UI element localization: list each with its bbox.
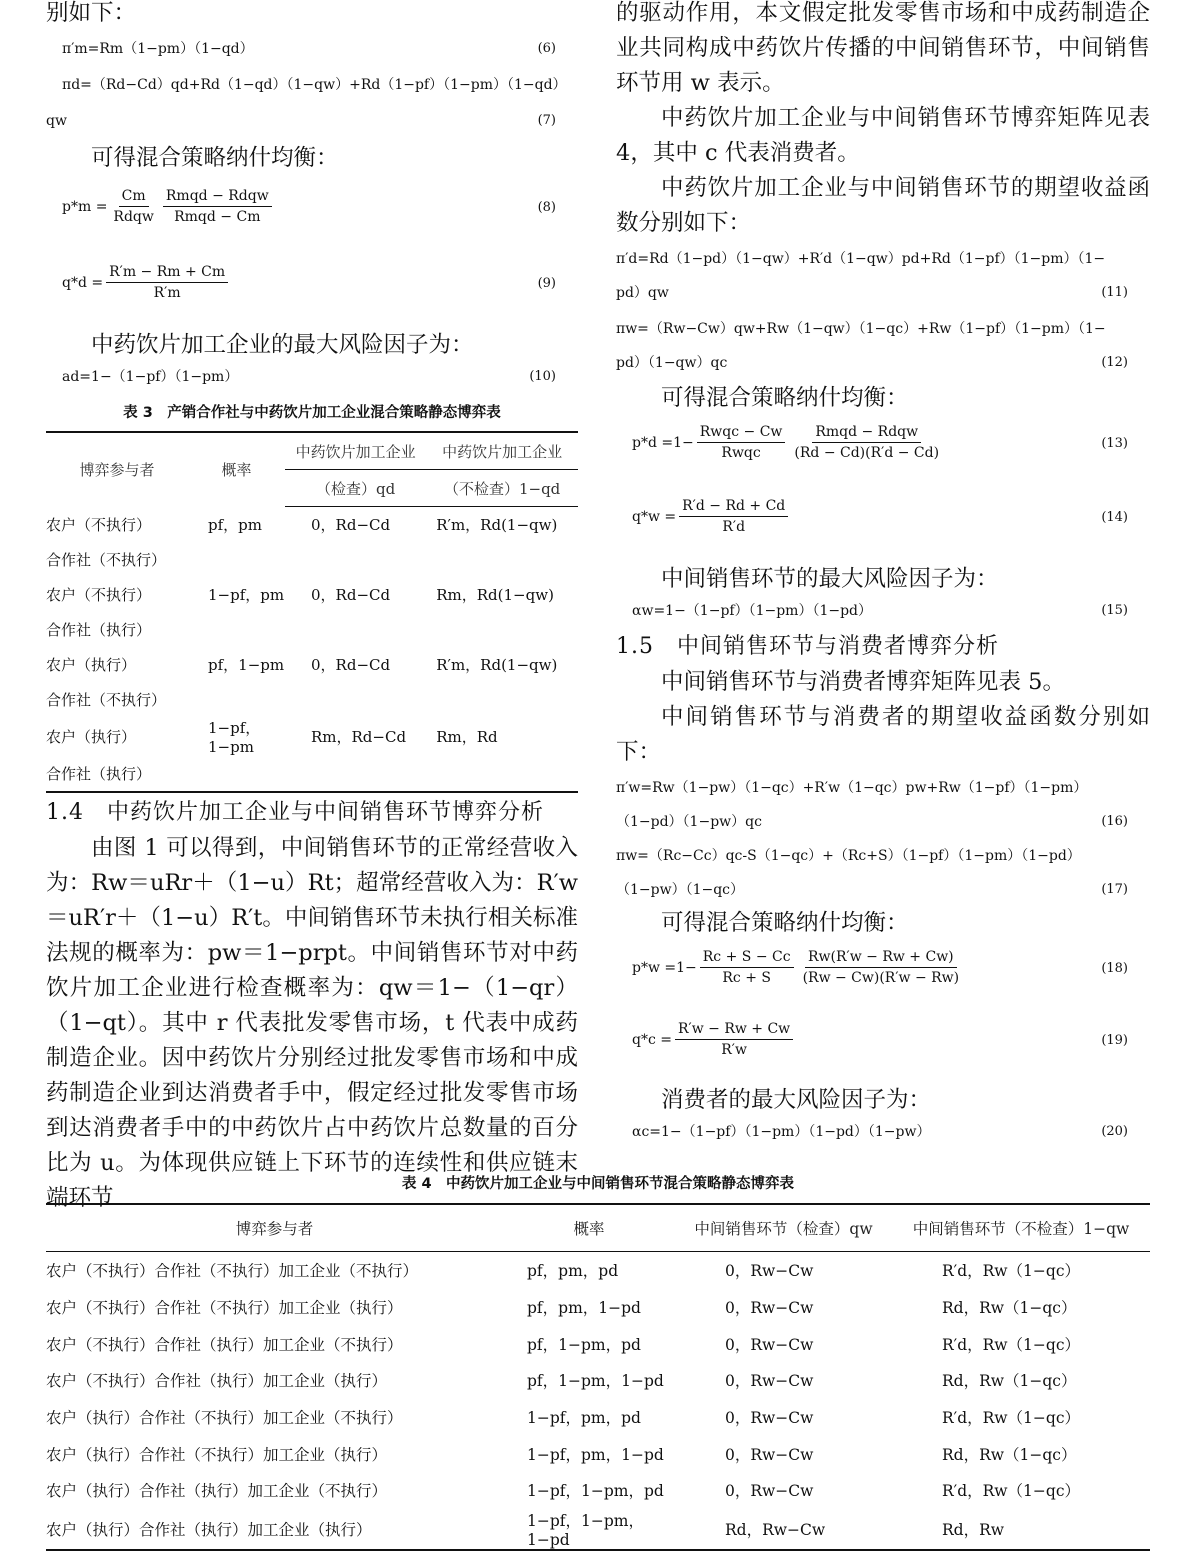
table-4-header-nocheck: 中间销售环节（不检查）1−qw — [912, 1220, 1130, 1238]
left-column — [46, 0, 578, 1216]
table-row — [46, 756, 578, 792]
table-row — [46, 612, 578, 647]
equation-12-number: (12) — [1101, 355, 1128, 370]
equation-13-frac1-num: Rwqc − Cw — [697, 424, 786, 443]
table-row — [46, 507, 578, 543]
equation-16-line2 — [616, 808, 1150, 836]
equation-14-num: R′d − Rd + Cd — [679, 498, 788, 517]
table-row — [46, 717, 578, 756]
equation-13-frac1-den: Rwqc — [721, 445, 761, 461]
table-3-cell-player-2: 合作社（执行） — [46, 765, 152, 783]
table-row — [46, 1399, 1150, 1436]
table-4-cell-prob: 1−pf，pm，pd — [527, 1409, 641, 1428]
equation-7-line2 — [46, 107, 578, 135]
equation-12-text: πw=（Rw−Cw）qw+Rw（1−qw）（1−qc）+Rw（1−pf）（1−pm）（1− — [616, 321, 1106, 337]
table-4-cell-nocheck: R′d，Rw（1−qc） — [942, 1409, 1081, 1428]
table-row — [46, 1509, 1150, 1550]
table-3-cell-player: 农户（不执行） — [46, 586, 152, 604]
table-row — [46, 682, 578, 717]
equation-17-line1 — [616, 842, 1150, 870]
table-row — [46, 542, 578, 577]
equation-14-lhs: q*w = — [632, 508, 677, 525]
table-row — [46, 1325, 1150, 1362]
table-row — [46, 1472, 1150, 1509]
table-4-cell-prob: pf，1−pm，1−pd — [527, 1372, 664, 1391]
table-3-cell-player: 农户（不执行） — [46, 515, 152, 534]
table-4-cell-check: 0，Rw−Cw — [725, 1335, 814, 1354]
table-4-cell-player: 农户（不执行）合作社（不执行）加工企业（不执行） — [46, 1262, 419, 1281]
right-cont-text: 的驱动作用，本文假定批发零售市场和中成药制造企业共同构成中药饮片传播的中间销售环节，中间销售环节用 w 表示。 — [616, 0, 1150, 96]
equation-18 — [616, 941, 1150, 1011]
table-4-cell-prob: 1−pf，pm，1−pd — [527, 1445, 664, 1464]
equation-8-number: (8) — [537, 200, 556, 215]
equation-16-cont: （1−pd）（1−pw）qc — [616, 814, 762, 830]
table-3-cell-nocheck: Rm，Rd — [436, 728, 498, 746]
table-4-cell-prob: pf，pm，1−pd — [527, 1299, 641, 1318]
table-4-cell-nocheck: R′d，Rw（1−qc） — [942, 1262, 1081, 1281]
equation-9-num: R′m − Rm + Cm — [106, 264, 228, 283]
table-4-cell-check: 0，Rw−Cw — [725, 1482, 814, 1501]
equation-12-line1 — [616, 315, 1150, 343]
table-4-cell-check: Rd，Rw−Cw — [725, 1520, 826, 1539]
equation-15 — [616, 597, 1150, 625]
nash-intro-3: 可得混合策略纳什均衡： — [661, 910, 909, 936]
equation-13-frac2-num: Rmqd − Rdqw — [812, 424, 921, 443]
equation-18-number: (18) — [1101, 961, 1128, 976]
section-1-4-heading: 1.4 中药饮片加工企业与中间销售环节博弈分析 — [46, 800, 544, 825]
equation-14 — [616, 490, 1150, 560]
equation-19-number: (19) — [1101, 1033, 1128, 1048]
equation-18-frac1-num: Rc + S − Cc — [700, 949, 794, 968]
equation-8-lhs: p*m = — [62, 198, 108, 215]
equation-17-cont: （1−pw）（1−qc） — [616, 882, 745, 898]
equation-13-number: (13) — [1101, 436, 1128, 451]
risk-w-intro: 中间销售环节的最大风险因子为： — [661, 566, 999, 592]
table-4-cell-nocheck: Rd，Rw（1−qc） — [942, 1299, 1077, 1318]
equation-19 — [616, 1013, 1150, 1083]
table-4-cell-check: 0，Rw−Cw — [725, 1262, 814, 1281]
equation-8-frac2-den: Rmqd − Cm — [174, 209, 261, 225]
equation-7-number: (7) — [537, 113, 556, 128]
table-4-cell-check: 0，Rw−Cw — [725, 1299, 814, 1318]
risk-intro: 中药饮片加工企业的最大风险因子为： — [91, 332, 474, 358]
equation-9 — [46, 256, 578, 326]
equation-8 — [46, 180, 578, 250]
equation-7-text: πd=（Rd−Cd）qd+Rd（1−qd）（1−qw）+Rd（1−pf）（1−pm）（1−qd） — [62, 77, 567, 93]
equation-15-text: αw=1−（1−pf）（1−pm）（1−pd） — [632, 603, 873, 619]
expect-intro-text: 中药饮片加工企业与中间销售环节的期望收益函数分别如下： — [616, 175, 1150, 236]
equation-11-line2 — [616, 279, 1150, 307]
table-3-cell-prob: 1−pf，pm — [208, 586, 285, 604]
intro-text: 别如下： — [46, 0, 137, 26]
equation-18-lhs: p*w =1− — [632, 959, 697, 976]
equation-14-number: (14) — [1101, 510, 1128, 525]
equation-17-text: πw=（Rc−Cc）qc-S（1−qc）+（Rc+S）（1−pf）（1−pm）（1−pd） — [616, 848, 1081, 864]
table-3-cell-nocheck: R′m，Rd(1−qw) — [436, 516, 558, 534]
table-4-cell-player: 农户（不执行）合作社（执行）加工企业（不执行） — [46, 1335, 403, 1354]
table-4-cell-player: 农户（执行）合作社（不执行）加工企业（不执行） — [46, 1409, 403, 1428]
table-3-cell-nocheck: R′m，Rd(1−qw) — [436, 656, 558, 674]
table-4-cell-prob: pf，pm，pd — [527, 1262, 619, 1281]
table-4-cell-check: 0，Rw−Cw — [725, 1445, 814, 1464]
table-4-cell-player: 农户（执行）合作社（执行）加工企业（不执行） — [46, 1482, 388, 1501]
equation-14-den: R′d — [722, 519, 746, 535]
section-1-4-body: 由图 1 可以得到，中间销售环节的正常经营收入为：Rw＝uRr＋（1−u）Rt；超常经营收入为：R′w＝uR′r＋（1−u）R′t。中间销售环节未执行相关标准法规的概率为：pw＝1−prpt。中间销售环节对中药饮片加工企业进行检查概率为：qw＝1−（1−qr）（1−qt）。其中 r 代表批发零售市场，t 代表中成药制造企业。因中药饮片分别经过批发零售市场和中成药制造企业到达消费者手中，假定经过批发零售市场到达消费者手中的中药饮片占中药饮片总数量的百分比为 u。为体现供应链上下环节的连续性和供应链末端环节 — [46, 835, 578, 1211]
table-4-header-player: 博弈参与者 — [235, 1220, 314, 1238]
table-3-cell-check: 0，Rd−Cd — [311, 586, 391, 604]
table-row — [46, 577, 578, 612]
equation-16-text: π′w=Rw（1−pw）（1−qc）+R′w（1−qc）pw+Rw（1−pf）（1−pm） — [616, 780, 1088, 796]
table-4-cell-nocheck: Rd，Rw（1−qc） — [942, 1372, 1077, 1391]
equation-13 — [616, 416, 1150, 486]
table-3-cell-prob: 1−pf，1−pm — [208, 719, 261, 756]
table-3-header-check-1: 中药饮片加工企业 — [295, 442, 416, 461]
table-4-cell-nocheck: Rd，Rw（1−qc） — [942, 1445, 1077, 1464]
equation-11-text: π′d=Rd（1−pd）（1−qw）+R′d（1−qw）pd+Rd（1−pf）（1−pm）（1− — [616, 251, 1106, 267]
table-4-header-prob: 概率 — [573, 1220, 605, 1238]
table-4-cell-prob: 1−pf，1−pm，1−pd — [527, 1511, 644, 1549]
table-3-cell-player-2: 合作社（不执行） — [46, 551, 167, 569]
table-3-header-nocheck-1: 中药饮片加工企业 — [442, 442, 563, 461]
equation-6 — [46, 35, 578, 63]
equation-18-frac2-num: Rw(R′w − Rw + Cw) — [805, 949, 957, 968]
equation-18-frac1-den: Rc + S — [722, 970, 771, 986]
table-3-header-prob: 概率 — [221, 461, 252, 480]
equation-12-line2 — [616, 349, 1150, 377]
table-3-header-nocheck-2: （不检查）1−qd — [426, 470, 578, 507]
table-3-header-player: 博弈参与者 — [79, 461, 155, 480]
equation-19-num: R′w − Rw + Cw — [675, 1021, 793, 1040]
table-4-cell-nocheck: R′d，Rw（1−qc） — [942, 1482, 1081, 1501]
table-3 — [46, 431, 578, 793]
table-3-cell-prob: pf，pm — [208, 515, 262, 534]
table-3-cell-player-2: 合作社（执行） — [46, 621, 152, 639]
risk-c-intro: 消费者的最大风险因子为： — [661, 1087, 932, 1113]
equation-13-frac2-den: (Rd − Cd)(R′d − Cd) — [794, 445, 940, 461]
equation-8-frac2-num: Rmqd − Rdqw — [163, 188, 272, 207]
equation-6-text: π′m=Rm（1−pm）（1−qd） — [62, 41, 254, 57]
table-4-cell-prob: 1−pf，1−pm，pd — [527, 1482, 664, 1501]
table-3-header-check-2: （检查）qd — [285, 470, 426, 507]
equation-20-number: (20) — [1101, 1124, 1128, 1139]
equation-15-number: (15) — [1101, 603, 1128, 618]
nash-intro: 可得混合策略纳什均衡： — [91, 145, 339, 171]
table-4-cell-nocheck: R′d，Rw（1−qc） — [942, 1335, 1081, 1354]
table-4-header-check: 中间销售环节（检查）qw — [694, 1220, 873, 1238]
table-row — [46, 1362, 1150, 1399]
equation-11-number: (11) — [1101, 285, 1128, 300]
table-4-cell-player: 农户（执行）合作社（执行）加工企业（执行） — [46, 1520, 372, 1539]
equation-13-lhs: p*d =1− — [632, 434, 694, 451]
table-4-cell-player: 农户（不执行）合作社（执行）加工企业（执行） — [46, 1372, 388, 1391]
table-3-caption: 表 3 产销合作社与中药饮片加工企业混合策略静态博弈表 — [123, 405, 501, 421]
table-4-cell-check: 0，Rw−Cw — [725, 1409, 814, 1428]
section-1-5-heading: 1.5 中间销售环节与消费者博弈分析 — [616, 634, 999, 659]
table-3-cell-prob: pf，1−pm — [208, 656, 285, 674]
equation-20 — [616, 1118, 1150, 1146]
table-row — [46, 647, 578, 682]
table-4 — [46, 1203, 1150, 1551]
table-4-cell-check: 0，Rw−Cw — [725, 1372, 814, 1391]
equation-11-cont: pd）qw — [616, 285, 669, 301]
equation-10-number: (10) — [529, 369, 556, 384]
equation-18-frac2-den: (Rw − Cw)(R′w − Rw) — [802, 970, 960, 986]
table-4-cell-prob: pf，1−pm，pd — [527, 1335, 641, 1354]
table-row — [46, 1435, 1150, 1472]
equation-6-number: (6) — [537, 41, 556, 56]
equation-9-den: R′m — [153, 285, 181, 301]
table-3-cell-check: 0，Rd−Cd — [311, 656, 391, 674]
table-3-cell-player: 农户（执行） — [46, 728, 137, 746]
matrix-ref-text: 中药饮片加工企业与中间销售环节博弈矩阵见表 4，其中 c 代表消费者。 — [616, 105, 1150, 166]
table-3-cell-nocheck: Rm，Rd(1−qw) — [436, 586, 554, 604]
table-4-caption: 表 4 中药饮片加工企业与中间销售环节混合策略静态博弈表 — [401, 1176, 795, 1192]
equation-20-text: αc=1−（1−pf）（1−pm）（1−pd）（1−pw） — [632, 1124, 931, 1140]
table-4-cell-player: 农户（不执行）合作社（不执行）加工企业（执行） — [46, 1299, 403, 1318]
equation-9-number: (9) — [537, 276, 556, 291]
right-column — [616, 0, 1150, 1146]
equation-11-line1 — [616, 245, 1150, 273]
equation-16-number: (16) — [1101, 814, 1128, 829]
table-3-cell-player: 农户（执行） — [46, 656, 137, 674]
equation-8-frac1-num: Cm — [119, 188, 149, 207]
table-3-cell-check: Rm，Rd−Cd — [311, 728, 407, 746]
table-3-cell-check: 0，Rd−Cd — [311, 516, 391, 534]
nash-intro-2: 可得混合策略纳什均衡： — [661, 385, 909, 411]
equation-19-lhs: q*c = — [632, 1031, 672, 1048]
equation-8-frac1-den: Rdqw — [113, 209, 154, 225]
equation-9-lhs: q*d = — [62, 274, 104, 291]
equation-10 — [46, 363, 578, 391]
table-row — [46, 1289, 1150, 1326]
matrix5-ref-text: 中间销售环节与消费者博弈矩阵见表 5。 — [661, 669, 1065, 695]
equation-10-text: ad=1−（1−pf）（1−pm） — [62, 369, 239, 385]
equation-16-line1 — [616, 774, 1150, 802]
expect5-intro-text: 中间销售环节与消费者的期望收益函数分别如下： — [616, 704, 1150, 765]
table-3-cell-player-2: 合作社（不执行） — [46, 691, 167, 709]
equation-17-line2 — [616, 876, 1150, 904]
equation-19-den: R′w — [721, 1042, 747, 1058]
equation-7-line1 — [46, 71, 578, 99]
table-4-cell-player: 农户（执行）合作社（不执行）加工企业（执行） — [46, 1445, 388, 1464]
table-row — [46, 1252, 1150, 1289]
equation-17-number: (17) — [1101, 882, 1128, 897]
equation-12-cont: pd）（1−qw）qc — [616, 355, 728, 371]
equation-7-cont: qw — [46, 113, 67, 129]
table-4-cell-nocheck: Rd，Rw — [942, 1520, 1005, 1539]
